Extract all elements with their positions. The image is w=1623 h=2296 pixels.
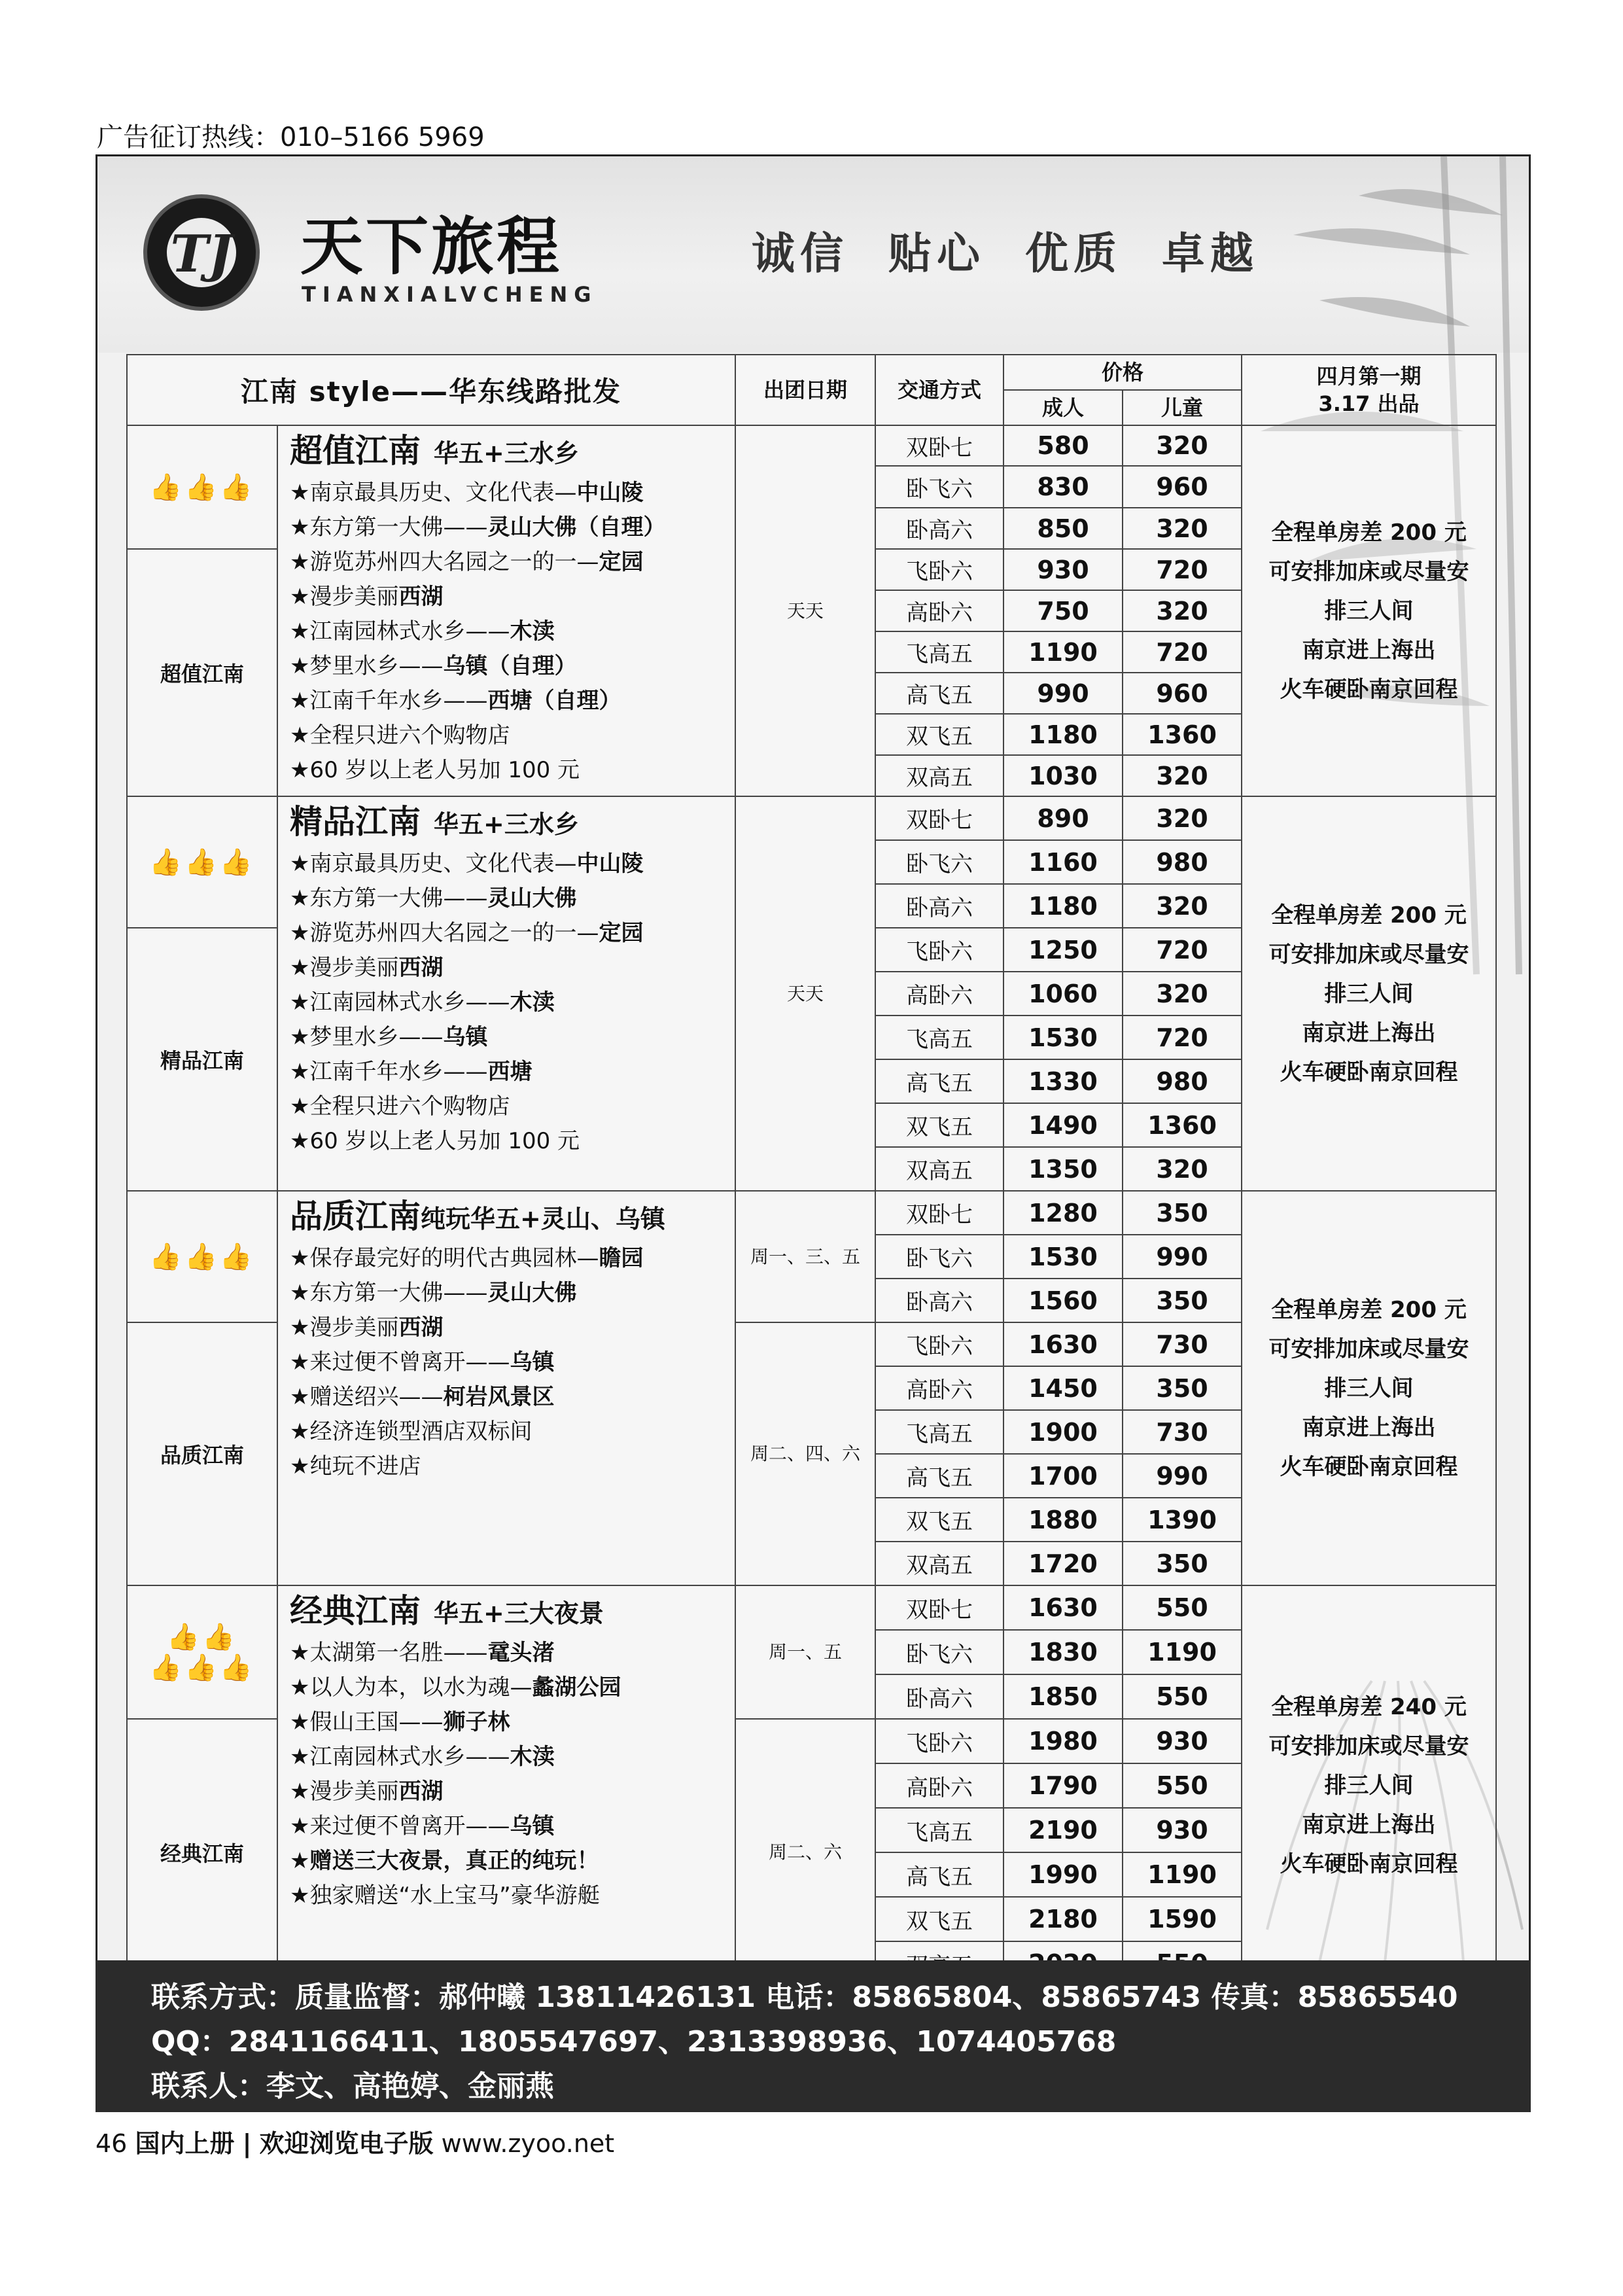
route-description bbox=[277, 796, 735, 1191]
logo-glyph: TJ bbox=[170, 224, 233, 284]
highlight-place: 西湖 bbox=[398, 1778, 444, 1805]
route-highlight bbox=[290, 510, 735, 545]
contact-persons: 联系人：李文、高艳婷、金丽燕 bbox=[151, 2070, 554, 2103]
child-price: 1590 bbox=[1123, 1897, 1242, 1941]
highlight-text: ★梦里水乡—— bbox=[290, 1024, 444, 1050]
adult-price: 990 bbox=[1003, 673, 1123, 714]
highlight-place: 木渎 bbox=[510, 618, 555, 645]
route-highlight bbox=[290, 545, 735, 580]
highlight-place: 乌镇 bbox=[510, 1349, 555, 1375]
departure-date: 天天 bbox=[735, 425, 875, 796]
child-price: 320 bbox=[1123, 755, 1242, 796]
route-highlight bbox=[290, 753, 735, 788]
child-price: 730 bbox=[1123, 1410, 1242, 1454]
note-line: 全程单房差 200 元 bbox=[1271, 902, 1467, 928]
adult-price: 2190 bbox=[1003, 1808, 1123, 1852]
highlight-place: 乌镇 bbox=[510, 1813, 555, 1839]
highlight-text: ★纯玩不进店 bbox=[290, 1453, 421, 1479]
child-price: 350 bbox=[1123, 1279, 1242, 1322]
route-highlight bbox=[290, 881, 735, 916]
child-price: 990 bbox=[1123, 1235, 1242, 1279]
child-price: 960 bbox=[1123, 673, 1242, 714]
table-row bbox=[127, 1191, 1496, 1235]
route-subtitle: 纯玩华五+灵山、乌镇 bbox=[421, 1205, 665, 1233]
highlight-text: ★60 岁以上老人另加 100 元 bbox=[290, 1128, 580, 1154]
transport-mode: 卧高六 bbox=[875, 884, 1003, 928]
highlight-text: ★来过便不曾离开—— bbox=[290, 1813, 510, 1839]
highlight-text: ★漫步美丽 bbox=[290, 955, 399, 981]
route-highlight bbox=[290, 1124, 735, 1159]
highlight-place: 木渎 bbox=[510, 1744, 555, 1770]
child-price: 320 bbox=[1123, 884, 1242, 928]
adult-price: 1250 bbox=[1003, 928, 1123, 972]
route-highlight bbox=[290, 614, 735, 649]
note-line: 可安排加床或尽量安 bbox=[1268, 1335, 1469, 1362]
adult-price: 1060 bbox=[1003, 972, 1123, 1016]
section-name: 国内上册 bbox=[135, 2129, 235, 2158]
route-highlight bbox=[290, 1844, 735, 1879]
table-header-row bbox=[127, 355, 1496, 390]
route-highlight bbox=[290, 1705, 735, 1740]
thumbs-up-icon: 👍👍 bbox=[167, 1622, 237, 1652]
route-title-text: 精品江南 bbox=[290, 803, 421, 841]
adult-price: 1160 bbox=[1003, 840, 1123, 884]
highlight-text: ★全程只进六个购物店 bbox=[290, 722, 510, 749]
route-title bbox=[290, 1194, 735, 1241]
highlight-place: 乌镇 bbox=[443, 1024, 488, 1050]
page-footer bbox=[96, 2123, 614, 2159]
transport-mode: 双高五 bbox=[875, 1542, 1003, 1585]
highlight-place: 乌镇（自理） bbox=[443, 653, 577, 679]
transport-mode: 飞高五 bbox=[875, 1808, 1003, 1852]
highlight-text: ★南京最具历史、文化代表— bbox=[290, 480, 577, 506]
highlight-text: ★全程只进六个购物店 bbox=[290, 1093, 510, 1120]
transport-mode: 双飞五 bbox=[875, 1498, 1003, 1542]
highlight-place: 鼋头渚 bbox=[487, 1640, 555, 1666]
highlight-place: 灵山大佛（自理） bbox=[487, 514, 666, 540]
adult-price: 1990 bbox=[1003, 1852, 1123, 1897]
child-price: 720 bbox=[1123, 631, 1242, 673]
child-price: 320 bbox=[1123, 508, 1242, 549]
note-line: 火车硬卧南京回程 bbox=[1280, 676, 1458, 703]
route-highlight bbox=[290, 1740, 735, 1775]
highlight-text: ★梦里水乡—— bbox=[290, 653, 444, 679]
departure-date: 周一、三、五 bbox=[735, 1191, 875, 1322]
route-title bbox=[290, 1589, 735, 1636]
highlight-place: 柯岩风景区 bbox=[443, 1384, 555, 1410]
transport-mode: 双卧七 bbox=[875, 1191, 1003, 1235]
highlight-text: ★江南千年水乡—— bbox=[290, 1059, 488, 1085]
header-child: 儿童 bbox=[1123, 390, 1242, 425]
child-price: 350 bbox=[1123, 1191, 1242, 1235]
route-highlight bbox=[290, 649, 735, 684]
header-transport-label: 交通方式 bbox=[898, 378, 982, 402]
route-category-label: 超值江南 bbox=[127, 549, 277, 796]
adult-price: 2180 bbox=[1003, 1897, 1123, 1941]
transport-mode: 卧飞六 bbox=[875, 840, 1003, 884]
note-line: 南京进上海出 bbox=[1302, 1812, 1436, 1838]
transport-mode: 双高五 bbox=[875, 755, 1003, 796]
adult-price: 580 bbox=[1003, 425, 1123, 466]
highlight-text: ★漫步美丽 bbox=[290, 584, 399, 610]
departure-date: 周二、四、六 bbox=[735, 1322, 875, 1585]
route-highlight bbox=[290, 1670, 735, 1705]
note-line: 排三人间 bbox=[1324, 980, 1414, 1007]
child-price: 1390 bbox=[1123, 1498, 1242, 1542]
adult-price: 1560 bbox=[1003, 1279, 1123, 1322]
transport-mode: 卧高六 bbox=[875, 508, 1003, 549]
route-highlight bbox=[290, 1089, 735, 1124]
header-adult: 成人 bbox=[1003, 390, 1123, 425]
brand-slogan: 诚信 贴心 优质 卓越 bbox=[752, 228, 1259, 279]
rating-thumbs bbox=[127, 425, 277, 549]
child-price: 350 bbox=[1123, 1366, 1242, 1410]
child-price: 960 bbox=[1123, 466, 1242, 508]
highlight-text: ★来过便不曾离开—— bbox=[290, 1349, 510, 1375]
highlight-place: 西湖 bbox=[398, 955, 444, 981]
route-highlight bbox=[290, 916, 735, 951]
child-price: 720 bbox=[1123, 1016, 1242, 1059]
route-notes bbox=[1242, 1585, 1496, 1986]
highlight-text: ★南京最具历史、文化代表— bbox=[290, 851, 577, 877]
route-title-text: 品质江南 bbox=[290, 1197, 421, 1235]
issue-label: 四月第一期 bbox=[1316, 364, 1422, 389]
child-price: 320 bbox=[1123, 1147, 1242, 1191]
transport-mode: 卧飞六 bbox=[875, 1235, 1003, 1279]
route-title-text: 超值江南 bbox=[290, 432, 421, 470]
adult-price: 1630 bbox=[1003, 1585, 1123, 1630]
child-price: 720 bbox=[1123, 928, 1242, 972]
note-line: 全程单房差 240 元 bbox=[1271, 1694, 1467, 1720]
child-price: 350 bbox=[1123, 1542, 1242, 1585]
transport-mode: 飞卧六 bbox=[875, 1322, 1003, 1366]
adult-price: 1330 bbox=[1003, 1059, 1123, 1103]
route-highlight bbox=[290, 1241, 735, 1276]
adult-price: 1190 bbox=[1003, 631, 1123, 673]
departure-date: 天天 bbox=[735, 796, 875, 1191]
highlight-place: 西湖 bbox=[398, 1315, 444, 1341]
transport-mode: 卧飞六 bbox=[875, 1630, 1003, 1674]
brand-logo bbox=[143, 194, 260, 311]
highlight-text: ★江南园林式水乡—— bbox=[290, 989, 510, 1016]
route-title-text: 经典江南 bbox=[290, 1592, 421, 1630]
route-subtitle: 华五+三大夜景 bbox=[434, 1599, 604, 1628]
page-number: 46 bbox=[96, 2129, 128, 2158]
highlight-place: 中山陵 bbox=[576, 480, 644, 506]
adult-price: 1530 bbox=[1003, 1016, 1123, 1059]
note-line: 可安排加床或尽量安 bbox=[1268, 941, 1469, 968]
highlight-place: 西塘（自理） bbox=[487, 688, 621, 714]
transport-mode: 飞卧六 bbox=[875, 1719, 1003, 1763]
ad-frame bbox=[96, 154, 1531, 1964]
transport-mode: 高飞五 bbox=[875, 673, 1003, 714]
transport-mode: 双高五 bbox=[875, 1147, 1003, 1191]
highlight-place: 灵山大佛 bbox=[487, 1280, 577, 1306]
route-subtitle: 华五+三水乡 bbox=[434, 439, 579, 468]
brand-name: 天下旅程 bbox=[300, 210, 562, 283]
route-highlight bbox=[290, 1449, 735, 1484]
note-line: 全程单房差 200 元 bbox=[1271, 1296, 1467, 1323]
route-highlight bbox=[290, 580, 735, 614]
child-price: 980 bbox=[1123, 1059, 1242, 1103]
child-price: 720 bbox=[1123, 549, 1242, 590]
table-row bbox=[127, 425, 1496, 466]
highlight-place: 灵山大佛 bbox=[487, 885, 577, 911]
highlight-place: 定园 bbox=[599, 920, 644, 946]
route-highlight bbox=[290, 1380, 735, 1415]
footer-welcome: 欢迎浏览电子版 bbox=[259, 2129, 434, 2158]
child-price: 1360 bbox=[1123, 714, 1242, 755]
note-line: 南京进上海出 bbox=[1302, 1414, 1436, 1441]
adult-price: 1490 bbox=[1003, 1103, 1123, 1147]
transport-mode: 双飞五 bbox=[875, 1103, 1003, 1147]
note-line: 排三人间 bbox=[1324, 597, 1414, 624]
child-price: 730 bbox=[1123, 1322, 1242, 1366]
adult-price: 750 bbox=[1003, 590, 1123, 631]
transport-mode: 飞卧六 bbox=[875, 928, 1003, 972]
highlight-place: ★赠送三大夜景，真正的纯玩！ bbox=[290, 1848, 599, 1874]
note-line: 南京进上海出 bbox=[1302, 1019, 1436, 1046]
adult-price: 1280 bbox=[1003, 1191, 1123, 1235]
note-line: 火车硬卧南京回程 bbox=[1280, 1453, 1458, 1480]
adult-price: 1720 bbox=[1003, 1542, 1123, 1585]
highlight-place: 狮子林 bbox=[443, 1709, 510, 1735]
adult-price: 890 bbox=[1003, 796, 1123, 840]
highlight-text: ★东方第一大佛—— bbox=[290, 885, 488, 911]
highlight-place: 西塘 bbox=[487, 1059, 532, 1085]
adult-price: 830 bbox=[1003, 466, 1123, 508]
adult-price: 1900 bbox=[1003, 1410, 1123, 1454]
transport-mode: 双飞五 bbox=[875, 1897, 1003, 1941]
adult-price: 1030 bbox=[1003, 755, 1123, 796]
child-price: 320 bbox=[1123, 796, 1242, 840]
highlight-place: 西湖 bbox=[398, 584, 444, 610]
transport-mode: 飞高五 bbox=[875, 1410, 1003, 1454]
ad-hotline: 广告征订热线：010–5166 5969 bbox=[97, 122, 485, 152]
child-price: 320 bbox=[1123, 590, 1242, 631]
route-subtitle: 华五+三水乡 bbox=[434, 810, 579, 839]
child-price: 1190 bbox=[1123, 1852, 1242, 1897]
route-notes bbox=[1242, 796, 1496, 1191]
adult-price: 1700 bbox=[1003, 1454, 1123, 1498]
route-highlight bbox=[290, 847, 735, 881]
highlight-text: ★江南千年水乡—— bbox=[290, 688, 488, 714]
footer-divider: | bbox=[242, 2129, 252, 2158]
rating-thumbs bbox=[127, 796, 277, 928]
route-highlight bbox=[290, 1879, 735, 1913]
adult-price: 1180 bbox=[1003, 714, 1123, 755]
highlight-place: 木渎 bbox=[510, 989, 555, 1016]
route-highlight bbox=[290, 1775, 735, 1809]
table-title: 江南 style——华东线路批发 bbox=[127, 355, 735, 425]
adult-price: 1530 bbox=[1003, 1235, 1123, 1279]
highlight-place: 定园 bbox=[599, 549, 644, 575]
table-row bbox=[127, 796, 1496, 840]
adult-price: 1630 bbox=[1003, 1322, 1123, 1366]
highlight-text: ★游览苏州四大名园之一的一— bbox=[290, 549, 599, 575]
adult-price: 930 bbox=[1003, 549, 1123, 590]
header-issue bbox=[1242, 355, 1496, 425]
transport-mode: 高飞五 bbox=[875, 1059, 1003, 1103]
transport-mode: 高飞五 bbox=[875, 1454, 1003, 1498]
transport-mode: 飞高五 bbox=[875, 631, 1003, 673]
route-highlight bbox=[290, 985, 735, 1020]
highlight-text: ★漫步美丽 bbox=[290, 1778, 399, 1805]
issue-date: 3.17 出品 bbox=[1318, 391, 1420, 416]
adult-price: 1850 bbox=[1003, 1674, 1123, 1719]
note-line: 全程单房差 200 元 bbox=[1271, 519, 1467, 546]
child-price: 550 bbox=[1123, 1585, 1242, 1630]
transport-mode: 双卧七 bbox=[875, 425, 1003, 466]
footer-url: www.zyoo.net bbox=[441, 2129, 615, 2158]
route-description bbox=[277, 425, 735, 796]
child-price: 320 bbox=[1123, 972, 1242, 1016]
highlight-text: ★江南园林式水乡—— bbox=[290, 1744, 510, 1770]
route-highlight bbox=[290, 1809, 735, 1844]
rating-thumbs bbox=[127, 1191, 277, 1322]
transport-mode: 高卧六 bbox=[875, 1366, 1003, 1410]
child-price: 930 bbox=[1123, 1719, 1242, 1763]
departure-date: 周一、五 bbox=[735, 1585, 875, 1719]
transport-mode: 双卧七 bbox=[875, 796, 1003, 840]
table-row bbox=[127, 1585, 1496, 1630]
route-description bbox=[277, 1585, 735, 1986]
thumbs-up-icon: 👍👍👍 bbox=[149, 1653, 255, 1683]
highlight-place: 中山陵 bbox=[576, 851, 644, 877]
route-notes bbox=[1242, 1191, 1496, 1585]
transport-mode: 高卧六 bbox=[875, 972, 1003, 1016]
highlight-text: ★以人为本，以水为魂— bbox=[290, 1674, 532, 1701]
adult-price: 1830 bbox=[1003, 1630, 1123, 1674]
child-price: 320 bbox=[1123, 425, 1242, 466]
thumbs-up-icon: 👍👍👍 bbox=[149, 472, 255, 503]
transport-mode: 高飞五 bbox=[875, 1852, 1003, 1897]
note-line: 可安排加床或尽量安 bbox=[1268, 558, 1469, 585]
transport-mode: 双卧七 bbox=[875, 1585, 1003, 1630]
child-price: 550 bbox=[1123, 1763, 1242, 1808]
adult-price: 1350 bbox=[1003, 1147, 1123, 1191]
route-highlight bbox=[290, 951, 735, 985]
route-highlight bbox=[290, 1636, 735, 1670]
header-date: 出团日期 bbox=[735, 355, 875, 425]
note-line: 可安排加床或尽量安 bbox=[1268, 1733, 1469, 1759]
highlight-text: ★漫步美丽 bbox=[290, 1315, 399, 1341]
contact-qq: QQ：2841166411、1805547697、2313398936、1074405768 bbox=[151, 2025, 1117, 2058]
adult-price: 850 bbox=[1003, 508, 1123, 549]
highlight-place: 瞻园 bbox=[599, 1245, 644, 1271]
note-line: 火车硬卧南京回程 bbox=[1280, 1851, 1458, 1877]
route-description bbox=[277, 1191, 735, 1585]
departure-date: 周二、六 bbox=[735, 1719, 875, 1986]
transport-mode: 卧高六 bbox=[875, 1279, 1003, 1322]
child-price: 1360 bbox=[1123, 1103, 1242, 1147]
highlight-text: ★游览苏州四大名园之一的一— bbox=[290, 920, 599, 946]
adult-price: 1180 bbox=[1003, 884, 1123, 928]
adult-price: 1980 bbox=[1003, 1719, 1123, 1763]
route-highlight bbox=[290, 476, 735, 510]
route-category-label: 品质江南 bbox=[127, 1322, 277, 1585]
highlight-text: ★太湖第一名胜—— bbox=[290, 1640, 488, 1666]
route-highlight bbox=[290, 1055, 735, 1089]
header-price: 价格 bbox=[1003, 355, 1242, 390]
route-title bbox=[290, 800, 735, 847]
highlight-text: ★赠送绍兴—— bbox=[290, 1384, 444, 1410]
route-highlight bbox=[290, 1415, 735, 1449]
transport-mode: 飞高五 bbox=[875, 1016, 1003, 1059]
highlight-text: ★保存最完好的明代古典园林— bbox=[290, 1245, 599, 1271]
transport-mode: 高卧六 bbox=[875, 1763, 1003, 1808]
child-price: 550 bbox=[1123, 1674, 1242, 1719]
note-line: 火车硬卧南京回程 bbox=[1280, 1059, 1458, 1086]
child-price: 990 bbox=[1123, 1454, 1242, 1498]
note-line: 排三人间 bbox=[1324, 1375, 1414, 1402]
route-category-label: 精品江南 bbox=[127, 928, 277, 1191]
route-notes bbox=[1242, 425, 1496, 796]
thumbs-up-icon: 👍👍👍 bbox=[149, 1242, 255, 1272]
route-highlight bbox=[290, 1311, 735, 1345]
highlight-text: ★假山王国—— bbox=[290, 1709, 444, 1735]
adult-price: 1880 bbox=[1003, 1498, 1123, 1542]
highlight-text: ★独家赠送“水上宝马”豪华游艇 bbox=[290, 1882, 600, 1909]
child-price: 1190 bbox=[1123, 1630, 1242, 1674]
highlight-text: ★江南园林式水乡—— bbox=[290, 618, 510, 645]
transport-mode: 飞卧六 bbox=[875, 549, 1003, 590]
child-price: 980 bbox=[1123, 840, 1242, 884]
transport-mode: 卧飞六 bbox=[875, 466, 1003, 508]
child-price: 930 bbox=[1123, 1808, 1242, 1852]
thumbs-up-icon: 👍👍👍 bbox=[149, 847, 255, 877]
contact-line-1: 联系方式：质量监督：郝仲曦 13811426131 电话：85865804、85865743 传真：85865540 bbox=[151, 1981, 1458, 2014]
route-price-table bbox=[126, 354, 1497, 1987]
contact-bar bbox=[96, 1960, 1531, 2112]
note-line: 排三人间 bbox=[1324, 1773, 1414, 1799]
route-highlight bbox=[290, 1276, 735, 1311]
route-title bbox=[290, 429, 735, 476]
transport-mode: 双飞五 bbox=[875, 714, 1003, 755]
brand-pinyin: TIANXIALVCHENG bbox=[302, 282, 598, 307]
transport-mode: 卧高六 bbox=[875, 1674, 1003, 1719]
note-line: 南京进上海出 bbox=[1302, 637, 1436, 663]
route-highlight bbox=[290, 718, 735, 753]
route-highlight bbox=[290, 1020, 735, 1055]
route-highlight bbox=[290, 684, 735, 718]
highlight-text: ★东方第一大佛—— bbox=[290, 1280, 488, 1306]
header-transport bbox=[875, 355, 1003, 425]
highlight-text: ★经济连锁型酒店双标间 bbox=[290, 1419, 532, 1445]
highlight-text: ★60 岁以上老人另加 100 元 bbox=[290, 757, 580, 783]
transport-mode: 高卧六 bbox=[875, 590, 1003, 631]
highlight-place: 蠡湖公园 bbox=[532, 1674, 621, 1701]
adult-price: 1450 bbox=[1003, 1366, 1123, 1410]
route-highlight bbox=[290, 1345, 735, 1380]
adult-price: 1790 bbox=[1003, 1763, 1123, 1808]
highlight-text: ★东方第一大佛—— bbox=[290, 514, 488, 540]
rating-thumbs bbox=[127, 1585, 277, 1719]
route-category-label: 经典江南 bbox=[127, 1719, 277, 1986]
